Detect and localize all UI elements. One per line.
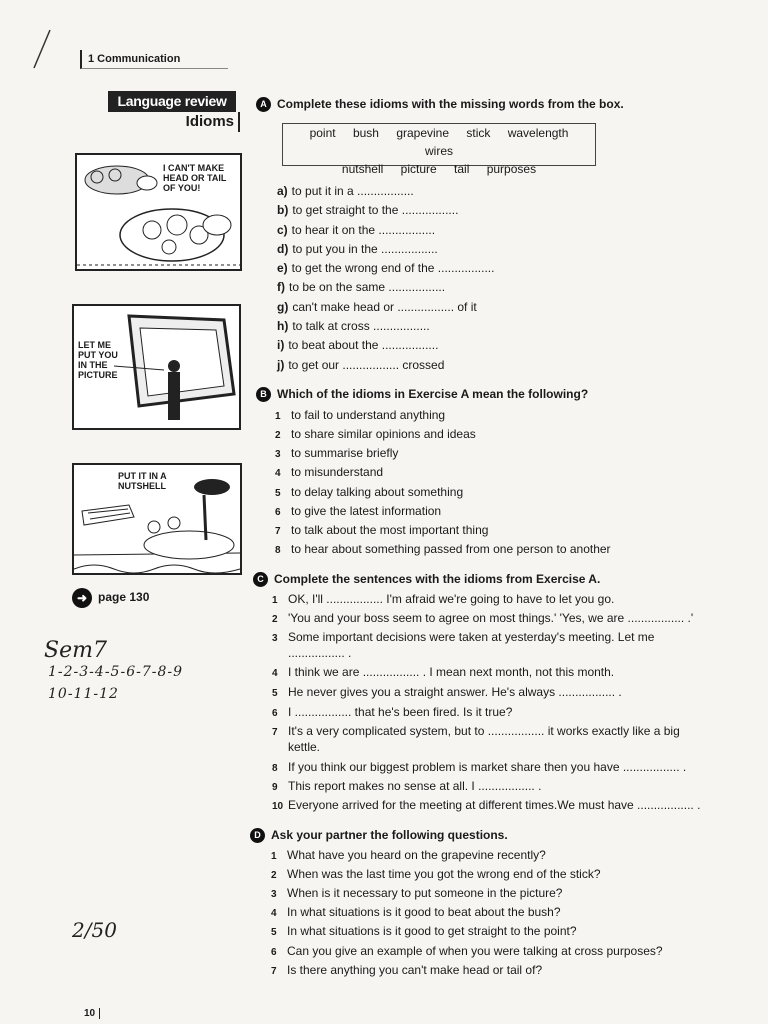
item-text: Is there anything you can't make head or tail of? bbox=[287, 963, 543, 977]
exercise-d-badge: D bbox=[250, 828, 265, 843]
handwritten-note: Sem7 bbox=[44, 638, 107, 663]
list-item-continuation bbox=[288, 739, 320, 755]
list-item bbox=[271, 885, 562, 903]
item-number: 6 bbox=[271, 947, 277, 958]
list-item bbox=[277, 357, 444, 373]
item-number: 6 bbox=[275, 507, 281, 518]
list-item bbox=[272, 759, 686, 777]
subsection-title: Idioms bbox=[150, 112, 240, 132]
item-text: to talk at cross ................. bbox=[292, 319, 430, 333]
item-text: to delay talking about something bbox=[291, 485, 464, 499]
list-item bbox=[271, 847, 546, 865]
list-item bbox=[275, 484, 463, 502]
list-item bbox=[277, 299, 477, 315]
item-label: a) bbox=[277, 184, 288, 198]
list-item bbox=[277, 222, 435, 238]
list-item bbox=[272, 778, 541, 796]
item-number: 6 bbox=[272, 708, 278, 719]
handwritten-answers-1: 1-2-3-4-5-6-7-8-9 bbox=[48, 664, 184, 680]
item-text: to beat about the ................. bbox=[288, 338, 439, 352]
arrow-right-icon: ➜ bbox=[72, 588, 92, 608]
word-box-item: stick bbox=[466, 126, 491, 140]
list-item bbox=[277, 202, 458, 218]
item-text: If you think our biggest problem is market share then you have ................. . bbox=[288, 760, 687, 774]
item-text: I think we are ................. . I mean next month, not this month. bbox=[288, 665, 615, 679]
exercise-d-title: Ask your partner the following questions. bbox=[271, 828, 508, 842]
exercise-b-heading bbox=[256, 386, 588, 402]
list-item bbox=[275, 445, 398, 463]
list-item bbox=[271, 962, 542, 980]
item-number: 8 bbox=[272, 763, 278, 774]
list-item bbox=[275, 426, 476, 444]
word-box-item: nutshell bbox=[341, 162, 384, 176]
item-number: 5 bbox=[272, 688, 278, 699]
item-number: 8 bbox=[275, 545, 281, 556]
item-text: When was the last time you got the wrong end of the stick? bbox=[287, 867, 601, 881]
list-item bbox=[277, 318, 430, 334]
item-number: 1 bbox=[275, 411, 281, 422]
item-text: He never gives you a straight answer. He's always ................. . bbox=[288, 685, 622, 699]
handwritten-score: 2/50 bbox=[72, 918, 117, 942]
cartoon3-caption: PUT IT IN A NUTSHELL bbox=[118, 471, 167, 491]
list-item bbox=[272, 610, 693, 628]
list-item bbox=[277, 241, 438, 257]
word-box-item: purposes bbox=[486, 162, 537, 176]
item-number: 3 bbox=[272, 633, 278, 644]
item-label: g) bbox=[277, 300, 289, 314]
item-text: to get straight to the ................. bbox=[292, 203, 459, 217]
list-item bbox=[272, 684, 622, 702]
item-text: In what situations is it good to get straight to the point? bbox=[287, 924, 577, 938]
word-box-item: wires bbox=[424, 144, 453, 158]
item-text: to get our ................. crossed bbox=[288, 358, 445, 372]
item-number: 2 bbox=[272, 614, 278, 625]
list-item bbox=[271, 943, 663, 961]
list-item bbox=[271, 923, 577, 941]
item-label: h) bbox=[277, 319, 289, 333]
item-number: 5 bbox=[271, 927, 277, 938]
item-number: 4 bbox=[272, 668, 278, 679]
unit-header: 1 Communication bbox=[80, 50, 228, 69]
word-box-item: picture bbox=[400, 162, 437, 176]
item-text: This report makes no sense at all. I ................. . bbox=[288, 779, 542, 793]
list-item bbox=[277, 260, 494, 276]
item-number: 1 bbox=[272, 595, 278, 606]
list-item bbox=[275, 464, 383, 482]
item-number: 7 bbox=[275, 526, 281, 537]
cartoon-picture bbox=[72, 304, 241, 430]
list-item bbox=[272, 797, 700, 815]
item-number: 3 bbox=[271, 889, 277, 900]
item-number: 2 bbox=[271, 870, 277, 881]
word-box bbox=[282, 123, 596, 176]
list-item bbox=[272, 664, 614, 682]
item-text: 'You and your boss seem to agree on most things.' 'Yes, we are ................. .' bbox=[288, 611, 694, 625]
list-item bbox=[272, 704, 512, 722]
exercise-c-badge: C bbox=[253, 572, 268, 587]
item-text: to hear about something passed from one person to another bbox=[291, 542, 611, 556]
page-ref-label: page 130 bbox=[98, 590, 150, 604]
item-label: b) bbox=[277, 203, 289, 217]
handwritten-answers-2: 10-11-12 bbox=[48, 686, 119, 702]
exercise-d-heading bbox=[250, 827, 508, 843]
item-text: Everyone arrived for the meeting at different times.We must have ................. . bbox=[288, 798, 701, 812]
item-text: What have you heard on the grapevine recently? bbox=[287, 848, 546, 862]
item-text: Can you give an example of when you were talking at cross purposes? bbox=[287, 944, 663, 958]
item-number: 4 bbox=[271, 908, 277, 919]
item-text: In what situations is it good to beat about the bush? bbox=[287, 905, 561, 919]
item-text: to fail to understand anything bbox=[291, 408, 446, 422]
section-title: Language review bbox=[108, 91, 236, 112]
item-text: to summarise briefly bbox=[291, 446, 399, 460]
item-text: to misunderstand bbox=[291, 465, 384, 479]
item-label: i) bbox=[277, 338, 285, 352]
item-text: It's a very complicated system, but to ................. it works exactly like a big bbox=[288, 724, 680, 738]
word-box-item: point bbox=[309, 126, 336, 140]
item-label: c) bbox=[277, 223, 288, 237]
list-item bbox=[275, 503, 441, 521]
item-text: OK, I'll ................. I'm afraid we're going to have to let you go. bbox=[288, 592, 615, 606]
list-item bbox=[277, 183, 414, 199]
list-item bbox=[272, 723, 680, 741]
item-text: to share similar opinions and ideas bbox=[291, 427, 476, 441]
item-text: to get the wrong end of the ................. bbox=[291, 261, 495, 275]
item-number: 3 bbox=[275, 449, 281, 460]
list-item bbox=[275, 407, 445, 425]
item-number: 4 bbox=[275, 468, 281, 479]
item-number: 2 bbox=[275, 430, 281, 441]
item-number: 5 bbox=[275, 488, 281, 499]
list-item bbox=[271, 904, 561, 922]
cartoon2-caption: LET ME PUT YOU IN THE PICTURE bbox=[78, 340, 118, 380]
item-text: can't make head or ................. of it bbox=[292, 300, 477, 314]
item-label: e) bbox=[277, 261, 288, 275]
item-text: ................. . bbox=[288, 646, 352, 660]
word-box-item: bush bbox=[352, 126, 379, 140]
cartoon-tortoise bbox=[75, 153, 242, 271]
pencil-mark bbox=[30, 28, 54, 72]
list-item-continuation bbox=[288, 645, 351, 661]
list-item bbox=[275, 522, 488, 540]
item-label: d) bbox=[277, 242, 289, 256]
item-text: I ................. that he's been fired. Is it true? bbox=[288, 705, 513, 719]
page-reference bbox=[72, 587, 149, 608]
word-box-item: grapevine bbox=[396, 126, 450, 140]
exercise-b-title: Which of the idioms in Exercise A mean the following? bbox=[277, 387, 589, 401]
exercise-a-heading bbox=[256, 96, 624, 112]
list-item bbox=[277, 279, 445, 295]
item-number: 1 bbox=[271, 851, 277, 862]
item-number: 9 bbox=[272, 782, 278, 793]
word-box-item: wavelength bbox=[507, 126, 569, 140]
item-number: 7 bbox=[272, 727, 278, 738]
exercise-a-title: Complete these idioms with the missing words from the box. bbox=[277, 97, 624, 111]
exercise-c-heading bbox=[253, 571, 600, 587]
item-text: to talk about the most important thing bbox=[291, 523, 489, 537]
item-number: 10 bbox=[272, 801, 284, 812]
cartoon1-caption: I CAN'T MAKE HEAD OR TAIL OF YOU! bbox=[163, 163, 227, 193]
list-item bbox=[272, 591, 614, 609]
item-text: Some important decisions were taken at yesterday's meeting. Let me bbox=[288, 630, 655, 644]
item-text: to hear it on the ................. bbox=[291, 223, 436, 237]
item-text: kettle. bbox=[288, 740, 321, 754]
list-item bbox=[275, 541, 611, 559]
list-item bbox=[271, 866, 601, 884]
exercise-b-badge: B bbox=[256, 387, 271, 402]
exercise-c-title: Complete the sentences with the idioms from Exercise A. bbox=[274, 572, 601, 586]
item-number: 7 bbox=[271, 966, 277, 977]
word-box-item: tail bbox=[454, 162, 470, 176]
item-text: to put it in a ................. bbox=[291, 184, 414, 198]
item-text: When is it necessary to put someone in the picture? bbox=[287, 886, 563, 900]
item-text: to put you in the ................. bbox=[292, 242, 438, 256]
page-number: 10 bbox=[84, 1008, 100, 1019]
cartoon-nutshell bbox=[72, 463, 242, 575]
item-label: j) bbox=[277, 358, 285, 372]
item-text: to be on the same ................. bbox=[289, 280, 446, 294]
item-text: to give the latest information bbox=[291, 504, 442, 518]
item-label: f) bbox=[277, 280, 285, 294]
list-item bbox=[277, 337, 438, 353]
exercise-a-badge: A bbox=[256, 97, 271, 112]
